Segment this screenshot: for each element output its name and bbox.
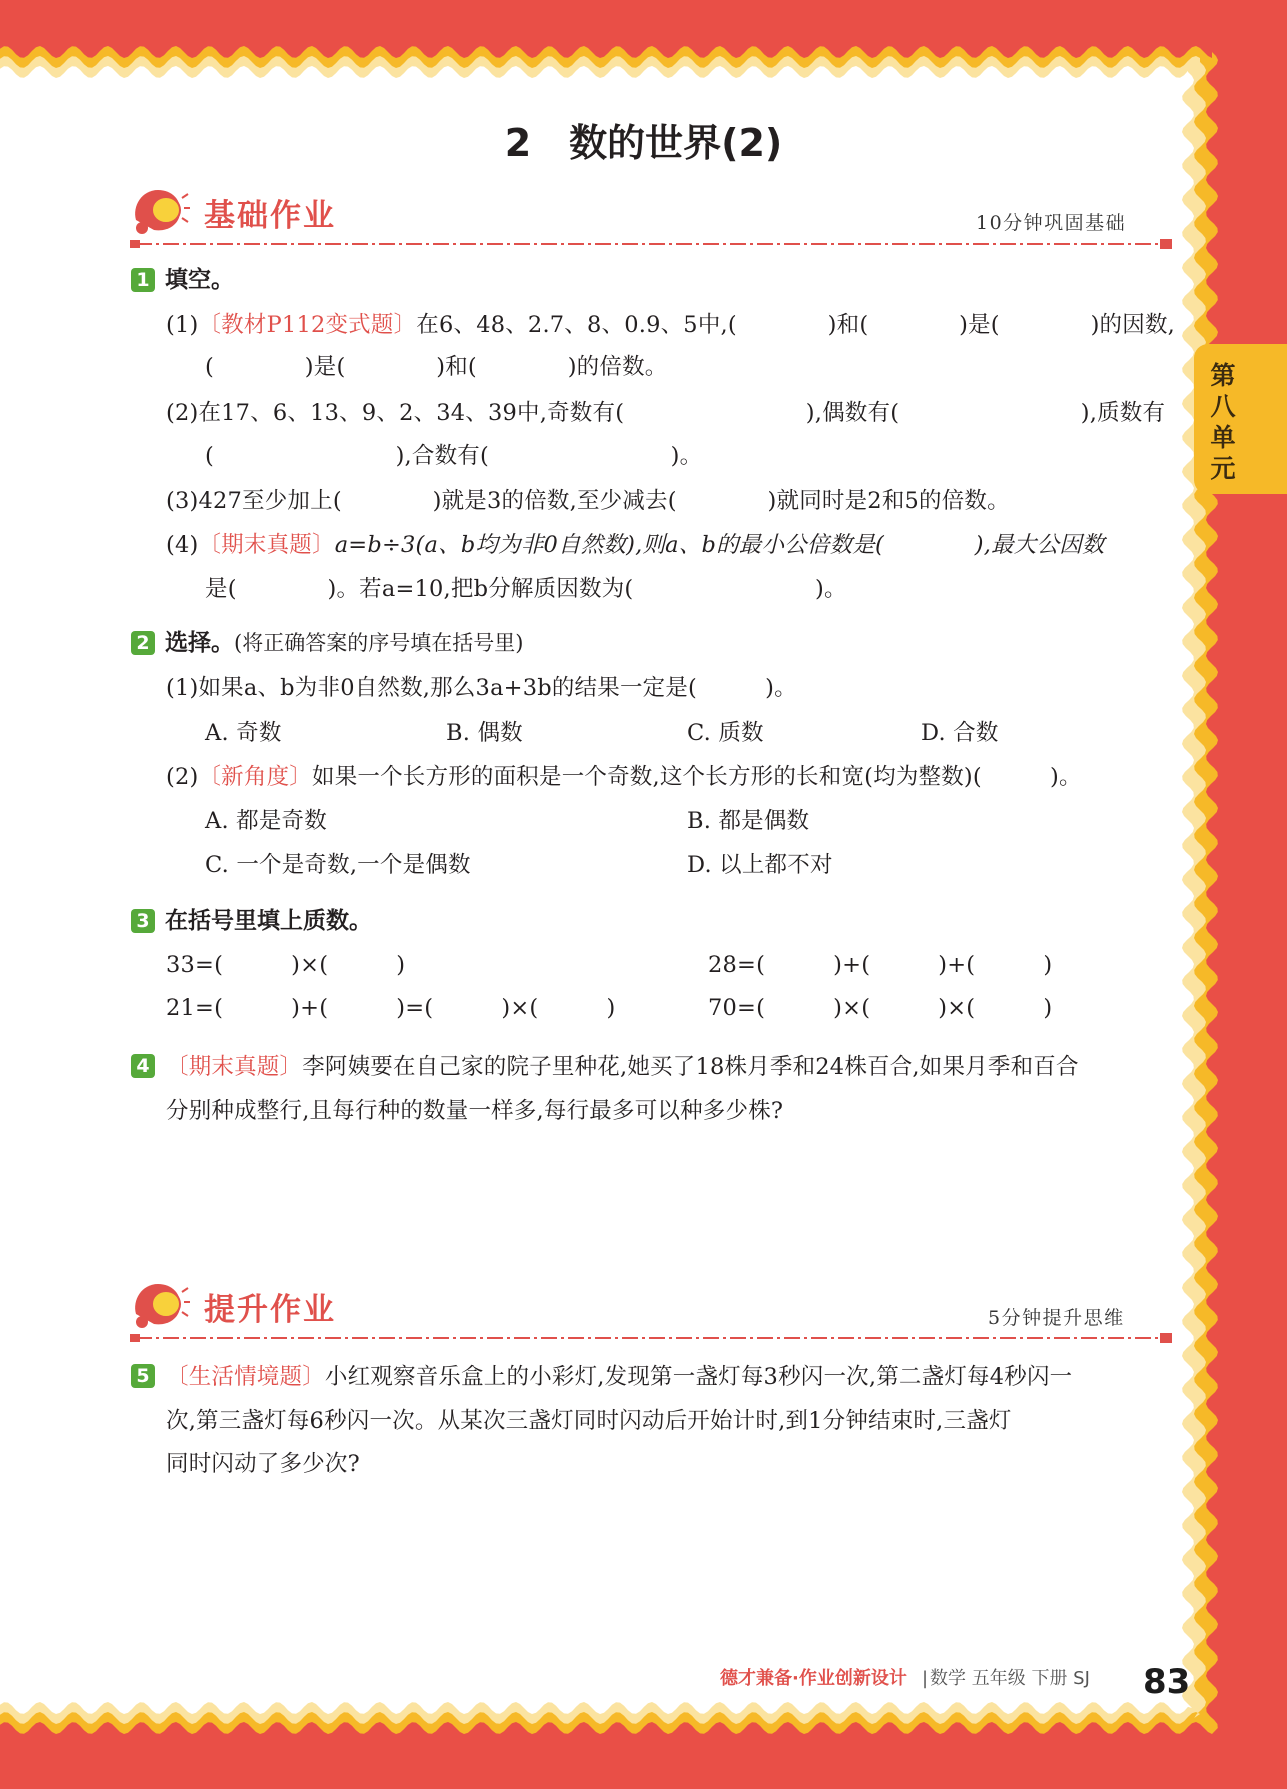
footer-brand: 德才兼备·作业创新设计 (720, 1668, 907, 1689)
question-tag: 〔生活情境题〕 (166, 1364, 325, 1390)
question-4-number: 4 (131, 1054, 155, 1078)
section-advanced-divider (130, 1330, 1172, 1346)
page-title: 2 数的世界(2) (504, 121, 783, 165)
question-2-number: 2 (131, 631, 155, 655)
question-1-title: 填空。 (165, 267, 234, 293)
page-number: 83 (1143, 1662, 1191, 1702)
question-tag: 〔新角度〕 (198, 764, 312, 790)
question-2-title: 选择。(将正确答案的序号填在括号里) (165, 630, 524, 656)
question-2-part-1-option-b: B. 偶数 (446, 720, 523, 746)
question-2-part-1-option-d: D. 合数 (921, 720, 999, 746)
question-1-part-2-line-1: (2)在17、6、13、9、2、34、39中,奇数有( ),偶数有( ),质数有 (166, 400, 1166, 426)
question-1-part-4-line-1: (4)〔期末真题〕a=b÷3(a、b均为非0自然数),则a、b的最小公倍数是( ),最大公因数 (166, 532, 1105, 558)
question-4-line-2: 分别种成整行,且每行种的数量一样多,每行最多可以种多少株? (166, 1098, 784, 1124)
question-1-part-1-line-2: ( )是( )和( )的倍数。 (205, 354, 668, 380)
megaphone-icon (128, 1280, 190, 1336)
question-3-number: 3 (131, 909, 155, 933)
question-2-part-2-option-c: C. 一个是奇数,一个是偶数 (205, 852, 471, 878)
section-advanced-note: 5分钟提升思维 (988, 1307, 1125, 1329)
question-tag: 〔期末真题〕 (166, 1054, 303, 1080)
question-1-number: 1 (131, 268, 155, 292)
question-2-part-2-option-b: B. 都是偶数 (687, 808, 810, 834)
question-3-equation-2: 28=( )+( )+( ) (708, 952, 1053, 978)
question-2-part-1: (1)如果a、b为非0自然数,那么3a+3b的结果一定是( )。 (166, 675, 797, 701)
megaphone-icon (128, 186, 190, 242)
question-3-equation-4: 70=( )×( )×( ) (708, 995, 1053, 1021)
question-tag: 〔教材P112变式题〕 (198, 312, 417, 338)
footer-separator: | (922, 1668, 929, 1689)
section-basic-divider (130, 236, 1172, 252)
unit-side-tab-label: 第八单元 (1210, 361, 1236, 483)
question-4-line-1: 〔期末真题〕李阿姨要在自己家的院子里种花,她买了18株月季和24株百合,如果月季和百合 (166, 1054, 1079, 1080)
question-3-equation-1: 33=( )×( ) (166, 952, 406, 978)
question-2-part-1-option-a: A. 奇数 (205, 720, 282, 746)
question-5-line-1: 〔生活情境题〕小红观察音乐盒上的小彩灯,发现第一盏灯每3秒闪一次,第二盏灯每4秒闪一 (166, 1364, 1073, 1390)
section-basic-title: 基础作业 (204, 198, 336, 234)
section-advanced-title: 提升作业 (204, 1292, 336, 1328)
question-1-part-4-line-2: 是( )。若a=10,把b分解质因数为( )。 (205, 576, 847, 602)
question-1-part-1-line-1: (1)〔教材P112变式题〕在6、48、2.7、8、0.9、5中,( )和( )是( )的因数, (166, 312, 1175, 338)
question-2-part-2: (2)〔新角度〕如果一个长方形的面积是一个奇数,这个长方形的长和宽(均为整数)( )。 (166, 764, 1082, 790)
question-1-part-3-line-1: (3)427至少加上( )就是3的倍数,至少减去( )就同时是2和5的倍数。 (166, 488, 1010, 514)
question-tag: 〔期末真题〕 (198, 532, 335, 558)
question-1-part-2-line-2: ( ),合数有( )。 (205, 443, 703, 469)
question-2-part-2-option-d: D. 以上都不对 (687, 852, 833, 878)
question-2-part-1-option-c: C. 质数 (687, 720, 764, 746)
question-3-equation-3: 21=( )+( )=( )×( ) (166, 995, 616, 1021)
section-basic-note: 10分钟巩固基础 (976, 212, 1127, 234)
question-3-title: 在括号里填上质数。 (165, 908, 372, 934)
footer-book-info: 数学 五年级 下册 SJ (930, 1668, 1090, 1689)
question-5-number: 5 (131, 1364, 155, 1388)
question-5-line-3: 同时闪动了多少次? (166, 1451, 360, 1477)
question-2-part-2-option-a: A. 都是奇数 (205, 808, 327, 834)
question-5-line-2: 次,第三盏灯每6秒闪一次。从某次三盏灯同时闪动后开始计时,到1分钟结束时,三盏灯 (166, 1408, 1012, 1434)
